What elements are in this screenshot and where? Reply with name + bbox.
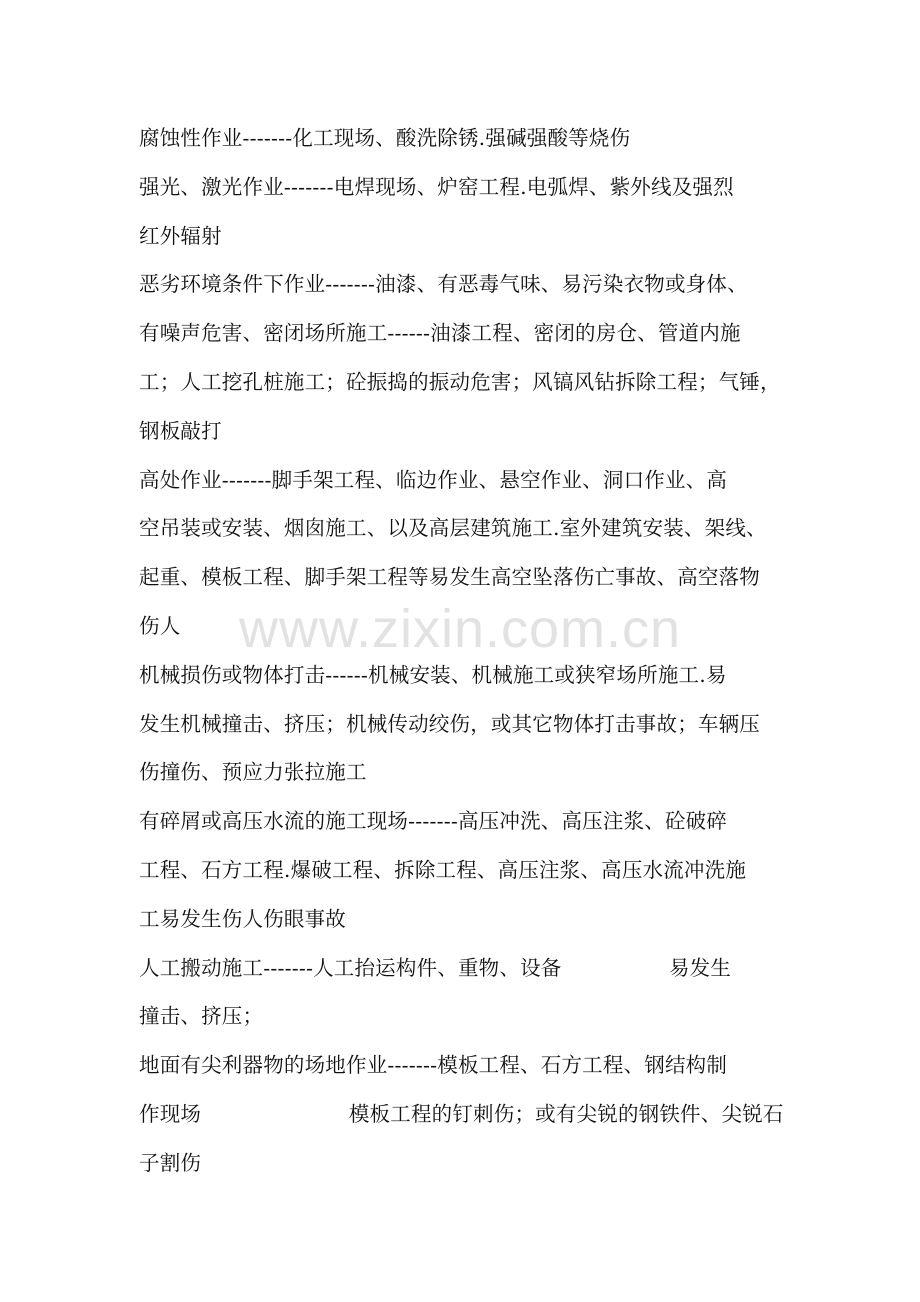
text-line: 空吊装或安装、烟囱施工、以及高层建筑施工.室外建筑安装、架线、	[139, 516, 767, 541]
text-line: 恶劣环境条件下作业-------油漆、有恶毒气味、易污染衣物或身体、	[139, 272, 748, 297]
text-line: 工易发生伤人伤眼事故	[139, 906, 346, 931]
text-line: 发生机械撞击、挤压；机械传动绞伤，或其它物体打击事故；车辆压	[139, 711, 760, 736]
text-line: 伤人	[139, 613, 181, 638]
text-line: 伤撞伤、预应力张拉施工	[139, 760, 367, 785]
text-line: 有碎屑或高压水流的施工现场-------高压冲洗、高压注浆、砼破碎	[139, 809, 728, 834]
text-line: 撞击、挤压；	[139, 1004, 264, 1029]
text-line: 作现场 模板工程的钉刺伤；或有尖锐的钢铁件、尖锐石	[139, 1101, 784, 1126]
text-line: 起重、模板工程、脚手架工程等易发生高空坠落伤亡事故、高空落物	[139, 565, 760, 590]
text-line: 人工搬动施工-------人工抬运构件、重物、设备 易发生	[139, 955, 732, 980]
text-line: 高处作业-------脚手架工程、临边作业、悬空作业、洞口作业、高	[139, 467, 728, 492]
text-line: 强光、激光作业-------电焊现场、炉窑工程.电弧焊、紫外线及强烈	[139, 174, 734, 199]
document-body	[139, 114, 799, 1188]
text-line: 子割伤	[139, 1150, 202, 1175]
text-line: 红外辐射	[139, 223, 222, 248]
text-line: 有噪声危害、密闭场所施工------油漆工程、密闭的房仓、管道内施	[139, 321, 741, 346]
text-line: 钢板敲打	[139, 418, 222, 443]
text-line: 腐蚀性作业-------化工现场、酸洗除锈.强碱强酸等烧伤	[139, 126, 631, 150]
text-line: 机械损伤或物体打击------机械安装、机械施工或狭窄场所施工.易	[139, 662, 727, 687]
text-line: 工程、石方工程.爆破工程、拆除工程、高压注浆、高压水流冲洗施	[139, 857, 747, 882]
watermark: www.zixin.com.cn	[238, 599, 682, 659]
text-line: 工；人工挖孔桩施工；砼振捣的振动危害；风镐风钻拆除工程；气锤，	[139, 369, 781, 394]
text-line: 地面有尖利器物的场地作业-------模板工程、石方工程、钢结构制	[139, 1053, 728, 1078]
